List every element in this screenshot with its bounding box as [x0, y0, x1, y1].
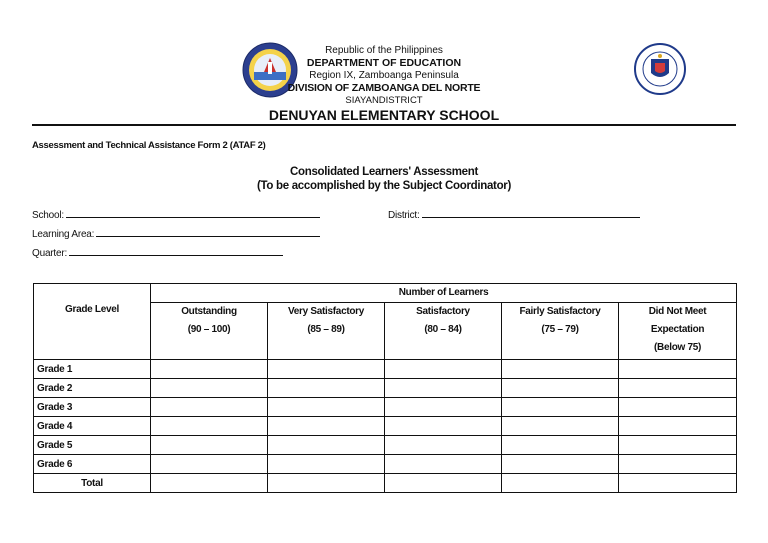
table-row-total: [34, 474, 737, 493]
table-cell[interactable]: [385, 417, 502, 436]
table-cell[interactable]: [268, 360, 385, 379]
quarter-field: [32, 246, 283, 259]
row-label: Grade 2: [34, 379, 151, 398]
table-cell[interactable]: [385, 474, 502, 493]
form-label: Assessment and Technical Assistance Form 2 (ATAF 2): [32, 140, 266, 151]
table-cell[interactable]: [502, 360, 619, 379]
district-field: [388, 208, 640, 221]
table-cell[interactable]: [502, 455, 619, 474]
table-cell[interactable]: [151, 398, 268, 417]
table-cell[interactable]: [151, 360, 268, 379]
table-cell[interactable]: [151, 417, 268, 436]
table-cell[interactable]: [502, 474, 619, 493]
table-cell[interactable]: [619, 436, 737, 455]
republic-line: Republic of the Philippines: [325, 45, 443, 56]
table-cell[interactable]: [268, 455, 385, 474]
school-label: School:: [32, 210, 64, 221]
table-cell[interactable]: [619, 474, 737, 493]
division-line: DIVISION OF ZAMBOANGA DEL NORTE: [287, 82, 481, 94]
grade-level-header: Grade Level: [34, 284, 151, 360]
district-blank[interactable]: [422, 208, 640, 218]
learning-area-label: Learning Area:: [32, 229, 95, 240]
table-cell[interactable]: [619, 360, 737, 379]
row-label: Grade 4: [34, 417, 151, 436]
table-cell[interactable]: [502, 398, 619, 417]
table-cell[interactable]: [151, 379, 268, 398]
table-row: [34, 379, 737, 398]
col-did-not-meet-header: Did Not Meet Expectation (Below 75): [619, 303, 737, 360]
quarter-blank[interactable]: [69, 246, 283, 256]
table-cell[interactable]: [619, 455, 737, 474]
table-cell[interactable]: [385, 436, 502, 455]
table-cell[interactable]: [385, 455, 502, 474]
row-label-total: Total: [34, 474, 151, 493]
table-cell[interactable]: [619, 417, 737, 436]
learning-area-blank[interactable]: [96, 227, 320, 237]
table-row: [34, 417, 737, 436]
school-name: DENUYAN ELEMENTARY SCHOOL: [268, 107, 500, 123]
school-blank[interactable]: [66, 208, 320, 218]
table-row: [34, 436, 737, 455]
row-label: Grade 5: [34, 436, 151, 455]
district-label: District:: [388, 210, 420, 221]
col-very-satisfactory-header: Very Satisfactory (85 – 89): [268, 303, 385, 360]
table-cell[interactable]: [151, 436, 268, 455]
table-cell[interactable]: [151, 455, 268, 474]
table-cell[interactable]: [385, 398, 502, 417]
table-cell[interactable]: [502, 417, 619, 436]
col-fairly-satisfactory-header: Fairly Satisfactory (75 – 79): [502, 303, 619, 360]
row-label: Grade 3: [34, 398, 151, 417]
table-row: [34, 455, 737, 474]
title-line-1: Consolidated Learners' Assessment: [290, 166, 478, 178]
row-label: Grade 1: [34, 360, 151, 379]
district-line: SIAYANDISTRICT: [345, 95, 423, 106]
school-field: [32, 208, 320, 221]
table-cell[interactable]: [385, 379, 502, 398]
table-cell[interactable]: [268, 398, 385, 417]
region-line: Region IX, Zamboanga Peninsula: [309, 70, 459, 81]
table-cell[interactable]: [268, 474, 385, 493]
table-cell[interactable]: [151, 474, 268, 493]
header-divider: [32, 124, 736, 126]
col-outstanding-header: Outstanding (90 – 100): [151, 303, 268, 360]
table-cell[interactable]: [268, 417, 385, 436]
table-cell[interactable]: [268, 379, 385, 398]
table-cell[interactable]: [385, 360, 502, 379]
learning-area-field: [32, 227, 320, 240]
table-row: [34, 360, 737, 379]
col-satisfactory-header: Satisfactory (80 – 84): [385, 303, 502, 360]
table-cell[interactable]: [268, 436, 385, 455]
table-cell[interactable]: [619, 398, 737, 417]
row-label: Grade 6: [34, 455, 151, 474]
number-of-learners-header: Number of Learners: [151, 284, 737, 303]
table-row: [34, 398, 737, 417]
department-line: DEPARTMENT OF EDUCATION: [306, 57, 462, 69]
table-cell[interactable]: [502, 379, 619, 398]
quarter-label: Quarter:: [32, 248, 68, 259]
table-cell[interactable]: [502, 436, 619, 455]
table-cell[interactable]: [619, 379, 737, 398]
title-line-2: (To be accomplished by the Subject Coordinator): [256, 180, 512, 192]
learners-table: [33, 283, 737, 493]
